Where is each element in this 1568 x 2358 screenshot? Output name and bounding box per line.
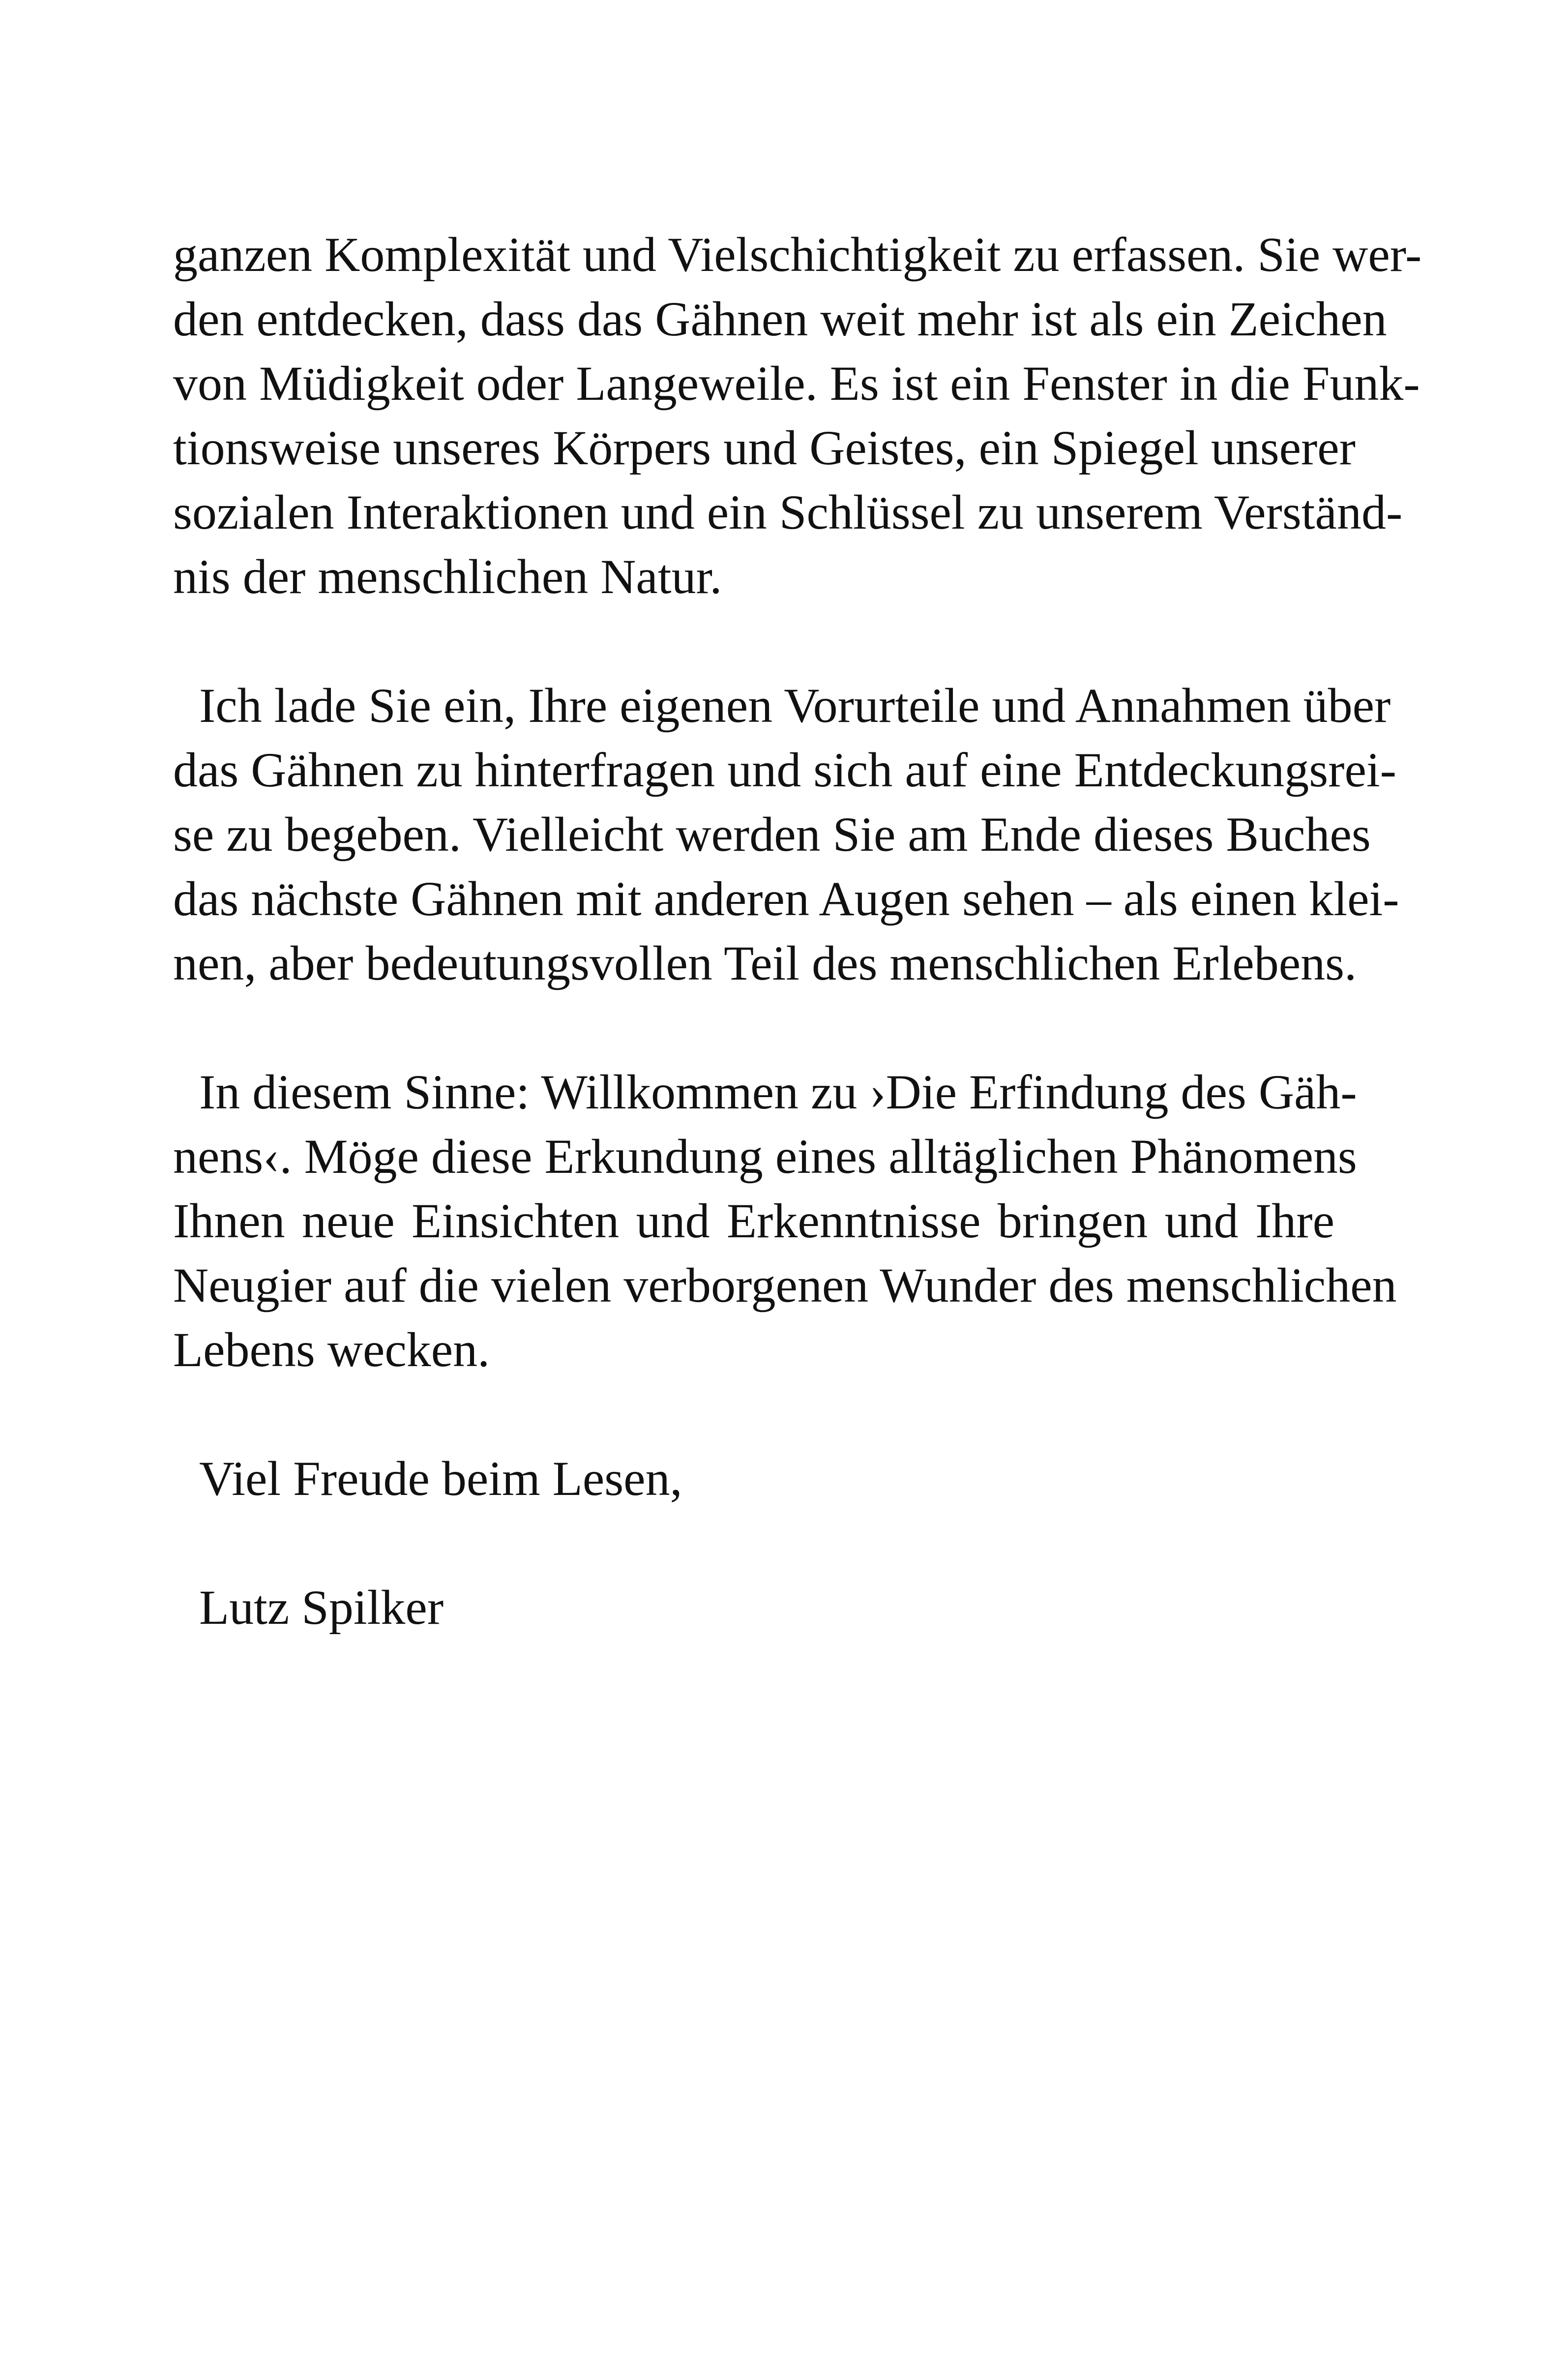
author-signature: Lutz Spilker [199, 1580, 444, 1635]
text-line: das nächste Gähnen mit anderen Augen sehen – als einen klei- [173, 871, 1399, 926]
text-line: den entdecken, dass das Gähnen weit mehr ist als ein Zeichen [173, 292, 1387, 346]
text-line: das Gähnen zu hinterfragen und sich auf eine Entdeckungsrei- [173, 743, 1396, 797]
text-line: nens‹. Möge diese Erkundung eines alltäglichen Phänomens [173, 1129, 1357, 1184]
paragraph-1 [173, 222, 1422, 609]
paragraph-2 [173, 673, 1399, 995]
text-line: Ich lade Sie ein, Ihre eigenen Vorurteile und Annahmen über [199, 678, 1391, 733]
body-text [173, 222, 1422, 1640]
paragraph-spacer [173, 609, 1334, 673]
text-line: von Müdigkeit oder Langeweile. Es ist ein Fenster in die Funk- [173, 356, 1420, 411]
text-line: nen, aber bedeutungsvollen Teil des menschlichen Erlebens. [173, 936, 1357, 990]
text-line: ganzen Komplexität und Vielschichtigkeit zu erfassen. Sie wer- [173, 227, 1422, 282]
text-line: Lebens wecken. [173, 1322, 490, 1377]
paragraph-spacer [173, 995, 1334, 1060]
text-line: se zu begeben. Vielleicht werden Sie am Ende dieses Buches [173, 807, 1371, 862]
text-line: sozialen Interaktionen und ein Schlüssel zu unserem Verständ- [173, 485, 1403, 539]
text-line: nis der menschlichen Natur. [173, 549, 722, 604]
text-line: Ihnen neue Einsichten und Erkenntnisse bringen und Ihre [173, 1194, 1334, 1248]
text-line: tionsweise unseres Körpers und Geistes, ein Spiegel unserer [173, 420, 1356, 475]
paragraph-3 [173, 1060, 1397, 1382]
text-line: In diesem Sinne: Willkommen zu ›Die Erfindung des Gäh- [199, 1065, 1357, 1119]
paragraph-spacer [173, 1511, 1334, 1575]
closing-line: Viel Freude beim Lesen, [199, 1451, 682, 1506]
paragraph-spacer [173, 1382, 1334, 1446]
text-line: Neugier auf die vielen verborgenen Wunder des menschlichen [173, 1258, 1397, 1313]
